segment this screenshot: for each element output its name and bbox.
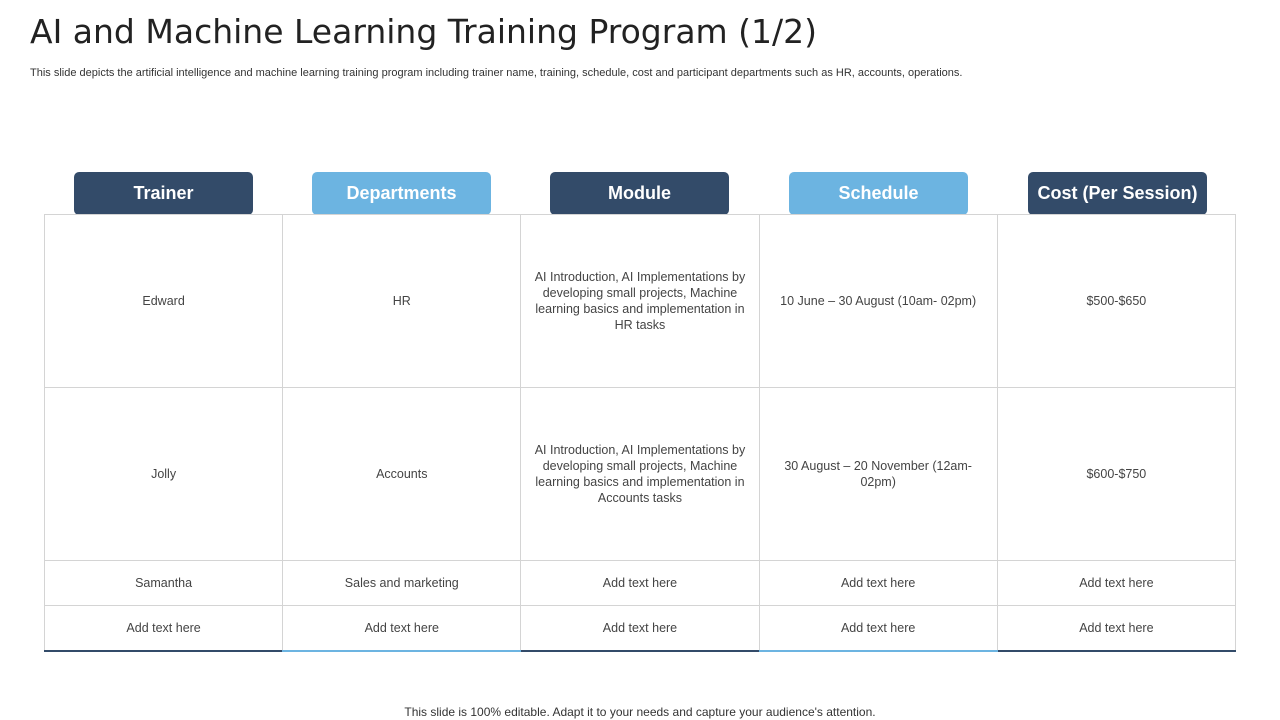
table-cell: $600-$750 — [997, 387, 1235, 560]
column-headers — [44, 172, 1236, 215]
table-cell: Add text here — [997, 605, 1235, 650]
table-cell: Add text here — [45, 605, 283, 650]
header-trainer: Trainer — [74, 172, 253, 215]
table-cell: Add text here — [521, 605, 759, 650]
accent-segment — [998, 650, 1236, 652]
accent-segment — [44, 650, 282, 652]
table-cell: Jolly — [45, 387, 283, 560]
table-cell: 10 June – 30 August (10am- 02pm) — [759, 215, 997, 388]
table-row — [45, 215, 1236, 388]
table-cell: Add text here — [759, 605, 997, 650]
table-cell: Samantha — [45, 560, 283, 605]
table-cell: AI Introduction, AI Implementations by developing small projects, Machine learning basics and implementation in HR tasks — [521, 215, 759, 388]
table-cell: Edward — [45, 215, 283, 388]
slide-subtitle: This slide depicts the artificial intelligence and machine learning training program including trainer name, training, schedule, cost and participant departments such as HR, accounts, operations. — [30, 67, 963, 79]
table-row — [45, 387, 1236, 560]
table-row — [45, 605, 1236, 650]
header-cost: Cost (Per Session) — [1028, 172, 1207, 215]
table-cell: Add text here — [283, 605, 521, 650]
slide-footer: This slide is 100% editable. Adapt it to your needs and capture your audience's attention. — [404, 705, 876, 719]
table-cell: $500-$650 — [997, 215, 1235, 388]
table-cell: AI Introduction, AI Implementations by developing small projects, Machine learning basics and implementation in Accounts tasks — [521, 387, 759, 560]
slide-title: AI and Machine Learning Training Program (1/2) — [30, 12, 818, 51]
header-departments: Departments — [312, 172, 491, 215]
table-cell: Add text here — [759, 560, 997, 605]
table-cell: Add text here — [997, 560, 1235, 605]
header-module: Module — [550, 172, 729, 215]
training-table — [44, 214, 1236, 651]
table-row — [45, 560, 1236, 605]
table-cell: Accounts — [283, 387, 521, 560]
table-cell: Sales and marketing — [283, 560, 521, 605]
accent-segment — [282, 650, 520, 652]
accent-segment — [521, 650, 759, 652]
table-cell: HR — [283, 215, 521, 388]
table-cell: Add text here — [521, 560, 759, 605]
header-schedule: Schedule — [789, 172, 968, 215]
table-bottom-accent — [44, 650, 1236, 652]
table-cell: 30 August – 20 November (12am-02pm) — [759, 387, 997, 560]
accent-segment — [759, 650, 997, 652]
